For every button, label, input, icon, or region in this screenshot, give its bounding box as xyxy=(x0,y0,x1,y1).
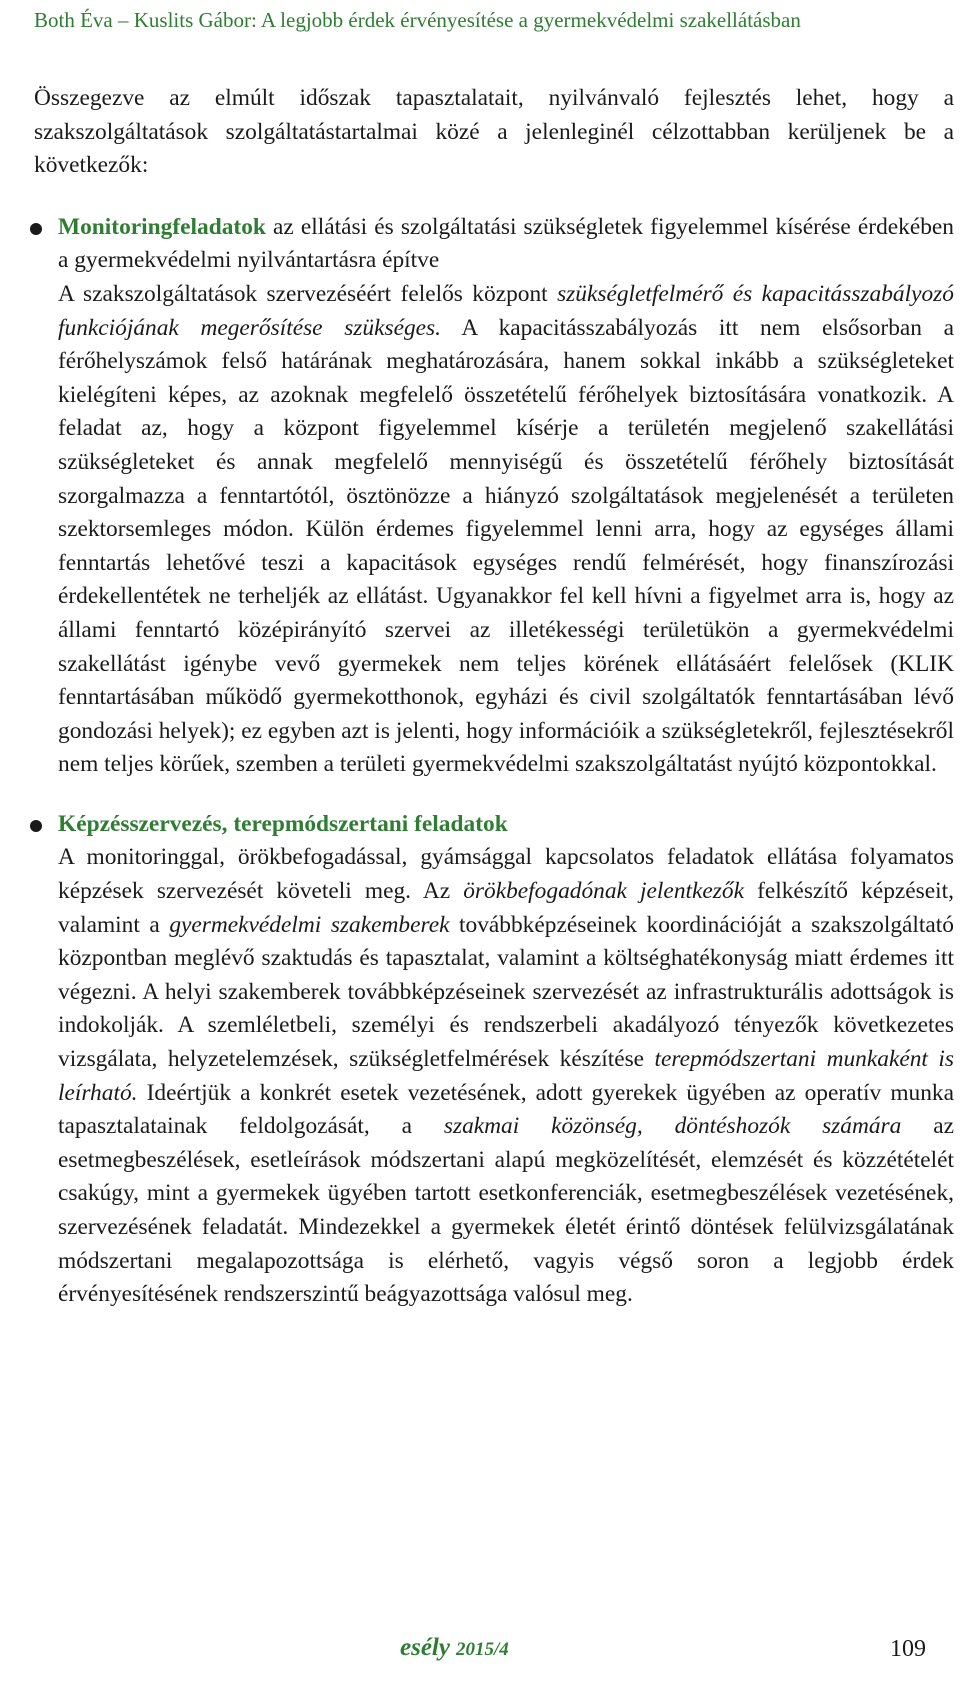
bullet-dot-icon xyxy=(30,223,42,235)
bullet-dot-icon xyxy=(30,820,42,832)
bullet-training-heading xyxy=(58,808,954,842)
body-text: A szakszolgáltatások szervezéséért felelős központ xyxy=(58,280,558,307)
body-text: Ideértjük a konkrét esetek vezetésének, adott gyerekek ügyében az operatív munka tapasztalatainak feldolgozását, a xyxy=(58,1079,954,1140)
emphasis-text: szükségletfelmérő és kapacitásszabályozó funkciójának megerősítése szükséges. xyxy=(58,280,954,341)
emphasis-text: gyermekvédelmi szakemberek xyxy=(169,911,450,938)
journal-mark xyxy=(400,1634,509,1662)
emphasis-text: szakmai közönség, döntéshozók számára xyxy=(443,1113,902,1140)
bullet-monitoring-heading-line xyxy=(58,211,954,278)
body-text: az esetmegbeszélések, esetleírások módszertani alapú megközelítését, elemzését és közzétételét csakúgy, mint a gyermekek ügyében tartott esetkonferenciák, esetmegbeszélések vezetésének, szervezésének feladatát. Mindezekkel a gyermekek életét érintő döntések felülvizsgálatának módszertani megalapozottsága is elérhető, vagyis végső soron a legjobb érdek érvényesítésének rendszerszintű beágyazottsága valósul meg. xyxy=(58,1113,954,1308)
emphasis-text: örökbefogadónak jelentkezők xyxy=(463,878,744,905)
body-text: A monitoringgal, örökbefogadással, gyámsággal kapcsolatos feladatok ellátása folyamatos képzések szervezését követeli meg. Az xyxy=(58,844,954,905)
bullet-training xyxy=(34,808,954,1312)
bullet-monitoring-body xyxy=(58,278,954,782)
bullet-title: Képzésszervezés, terepmódszertani feladatok xyxy=(58,810,508,837)
page-number: 109 xyxy=(890,1636,926,1662)
bullet-training-body xyxy=(58,841,954,1311)
bullet-title: Monitoringfeladatok xyxy=(58,213,266,240)
body-text: felkészítő képzéseit, valamint a xyxy=(58,878,954,938)
main-content xyxy=(34,82,954,1338)
body-text: A kapacitásszabályozás itt nem elsősorban a férőhelyszámok felső határának meghatározására, hanem sokkal inkább a szükségleteket kielégíteni képes, az azoknak megfelelő összetételű férőhelyek biztosítására vonatkozik. A feladat az, hogy a központ figyelemmel kísérje a területén megjelenő szakellátási szükségleteket és annak megfelelő mennyiségű és összetételű férőhely biztosítását szorgalmazza a fenntartótól, ösztönözze a hiányzó szolgáltatások megjelenését a területen szektorsemleges módon. Külön érdemes figyelemmel lenni arra, hogy az egységes állami fenntartás lehetővé teszi a kapacitások egységes rendű felmérését, hogy finanszírozási érdekellentétek ne terheljék az ellátást. Ugyanakkor fel kell hívni a figyelmet arra is, hogy az állami fenntartó középirányító szervei az illetékességi területükön a gyermekvédelmi szakellátást igénybe vevő gyermekek nem teljes körének ellátásáért felelősek (KLIK fenntartásában működő gyermekotthonok, egyházi és civil szolgáltatók fenntartásában lévő gondozási helyek); ez egyben azt is jelenti, hogy információik a szükségletekről, fejlesztésekről nem teljes körűek, szemben a területi gyermekvédelmi szakszolgáltatást nyújtó központokkal. xyxy=(58,314,954,778)
running-header: Both Éva – Kuslits Gábor: A legjobb érdek érvényesítése a gyermekvédelmi szakellátásban xyxy=(34,8,801,32)
journal-name: esély xyxy=(400,1634,450,1661)
journal-issue: 2015/4 xyxy=(455,1639,509,1660)
body-text: továbbképzéseinek koordinációját a szakszolgáltató központban meglévő szaktudás és tapasztalat, valamint a költséghatékonyság miatt érdemes itt végezni. A helyi szakemberek továbbképzéseinek szervezését az infrastrukturális adottságok is indokolják. A szemléletbeli, személyi és rendszerbeli akadályozó tényezők következetes vizsgálata, helyzetelemzések, szükségletfelmérések készítése xyxy=(58,911,954,1073)
bullet-title-rest: az ellátási és szolgáltatási szükségletek figyelemmel kísérése érdekében a gyermekvédelmi nyilvántartásra építve xyxy=(58,213,954,274)
page-footer xyxy=(0,1634,960,1670)
bullet-monitoring xyxy=(34,211,954,782)
intro-paragraph: Összegezve az elmúlt időszak tapasztalatait, nyilvánvaló fejlesztés lehet, hogy a szakszolgáltatások szolgáltatástartalmai közé a jelenleginél célzottabban kerüljenek be a következők: xyxy=(34,85,954,179)
emphasis-text: terepmódszertani munkaként is leírható. xyxy=(58,1046,954,1106)
